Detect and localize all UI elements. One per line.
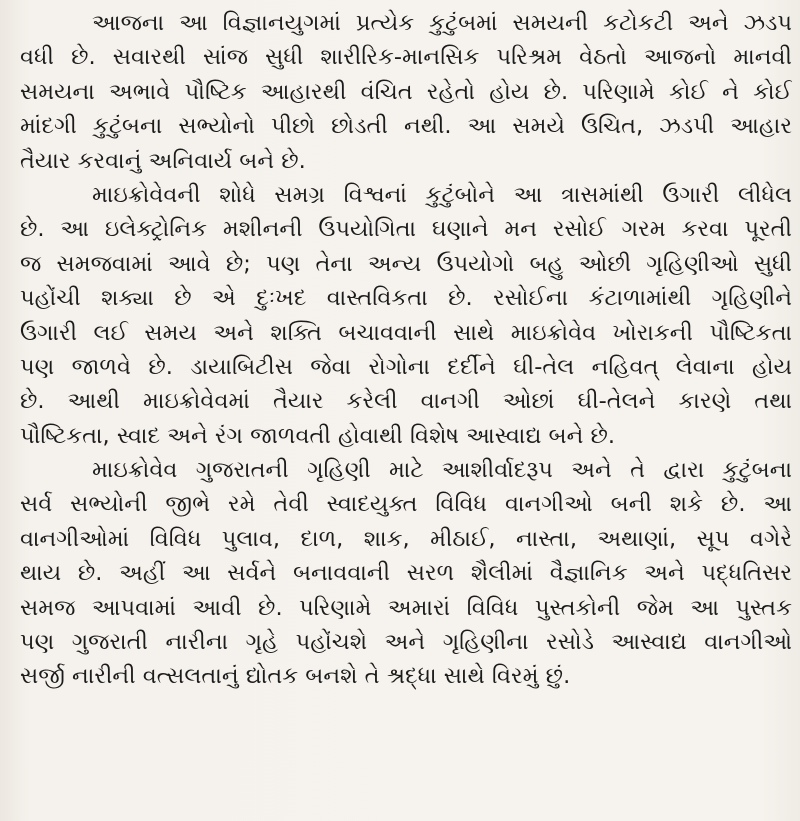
paragraph-line: આજના આ વિજ્ઞાનયુગમાં પ્રત્યેક કુટુંબમાં સમયની કટોકટી અને ઝડપ <box>92 10 792 36</box>
paragraph-line: વાનગીઓમાં વિવિધ પુલાવ, દાળ, શાક, મીઠાઈ, નાસ્તા, અથાણાં, સૂપ વગેરે <box>20 525 792 552</box>
paragraph-line: છે. આ ઇલેક્ટ્રોનિક મશીનની ઉપયોગિતા ઘણાને મન રસોઈ ગરમ કરવા પૂરતી <box>20 216 792 243</box>
paragraph-line: માંદગી કુટુંબના સભ્યોનો પીછો છોડતી નથી. આ સમયે ઉચિત, ઝડપી આહાર <box>20 113 792 140</box>
paragraph-line: સર્વ સભ્યોની જીભે રમે તેવી સ્વાદયુક્ત વિવિધ વાનગીઓ બની શકે છે. આ <box>20 491 792 518</box>
preface-text <box>20 6 792 694</box>
paragraph-2 <box>20 178 792 453</box>
paragraph-line: પૌષ્ટિકતા, સ્વાદ અને રંગ જાળવતી હોવાથી વિશેષ આસ્વાદ્ય બને છે. <box>20 422 616 449</box>
paragraph-line: વધી છે. સવારથી સાંજ સુધી શારીરિક-માનસિક પરિશ્રમ વેઠતો આજનો માનવી <box>20 44 792 71</box>
paragraph-line: પહોંચી શક્યા છે એ દુઃખદ વાસ્તવિકતા છે. રસોઈના કંટાળામાંથી ગૃહિણીને <box>20 285 792 312</box>
paragraph-line: સમજ આપવામાં આવી છે. પરિણામે અમારાં વિવિધ પુસ્તકોની જેમ આ પુસ્તક <box>20 594 792 621</box>
paragraph-line: થાય છે. અહીં આ સર્વને બનાવવાની સરળ શૈલીમાં વૈજ્ઞાનિક અને પદ્ધતિસર <box>20 560 792 587</box>
paragraph-line: સમયના અભાવે પૌષ્ટિક આહારથી વંચિત રહેતો હોય છે. પરિણામે કોઈ ને કોઈ <box>20 78 792 105</box>
paragraph-line: સર્જી નારીની વત્સલતાનું દ્યોતક બનશે તે શ્રદ્ધા સાથે વિરમું છું. <box>20 663 571 690</box>
paragraph-1 <box>20 6 792 178</box>
paragraph-line: જ સમજવામાં આવે છે; પણ તેના અન્ય ઉપયોગો બહુ ઓછી ગૃહિણીઓ સુધી <box>20 250 792 277</box>
paragraph-line: પણ ગુજરાતી નારીના ગૃહે પહોંચશે અને ગૃહિણીના રસોડે આસ્વાદ્ય વાનગીઓ <box>20 629 792 656</box>
paragraph-line: માઇક્રોવેવ ગુજરાતની ગૃહિણી માટે આશીર્વાદરૂપ અને તે દ્વારા કુટુંબના <box>92 457 792 484</box>
paragraph-line: તૈયાર કરવાનું અનિવાર્ય બને છે. <box>20 147 306 174</box>
paragraph-line: પણ જાળવે છે. ડાયાબિટીસ જેવા રોગોના દર્દીને ઘી-તેલ નહિવત્ લેવાના હોય <box>20 353 792 380</box>
paragraph-line: માઇક્રોવેવની શોધે સમગ્ર વિશ્વનાં કુટુંબોને આ ત્રાસમાંથી ઉગારી લીધેલ <box>92 181 792 208</box>
paragraph-3 <box>20 453 792 694</box>
paragraph-line: ઉગારી લઈ સમય અને શક્તિ બચાવવાની સાથે માઇક્રોવેવ ખોરાકની પૌષ્ટિકતા <box>20 319 792 346</box>
paragraph-line: છે. આથી માઇક્રોવેવમાં તૈયાર કરેલી વાનગી ઓછાં ઘી-તેલને કારણે તથા <box>20 388 792 415</box>
